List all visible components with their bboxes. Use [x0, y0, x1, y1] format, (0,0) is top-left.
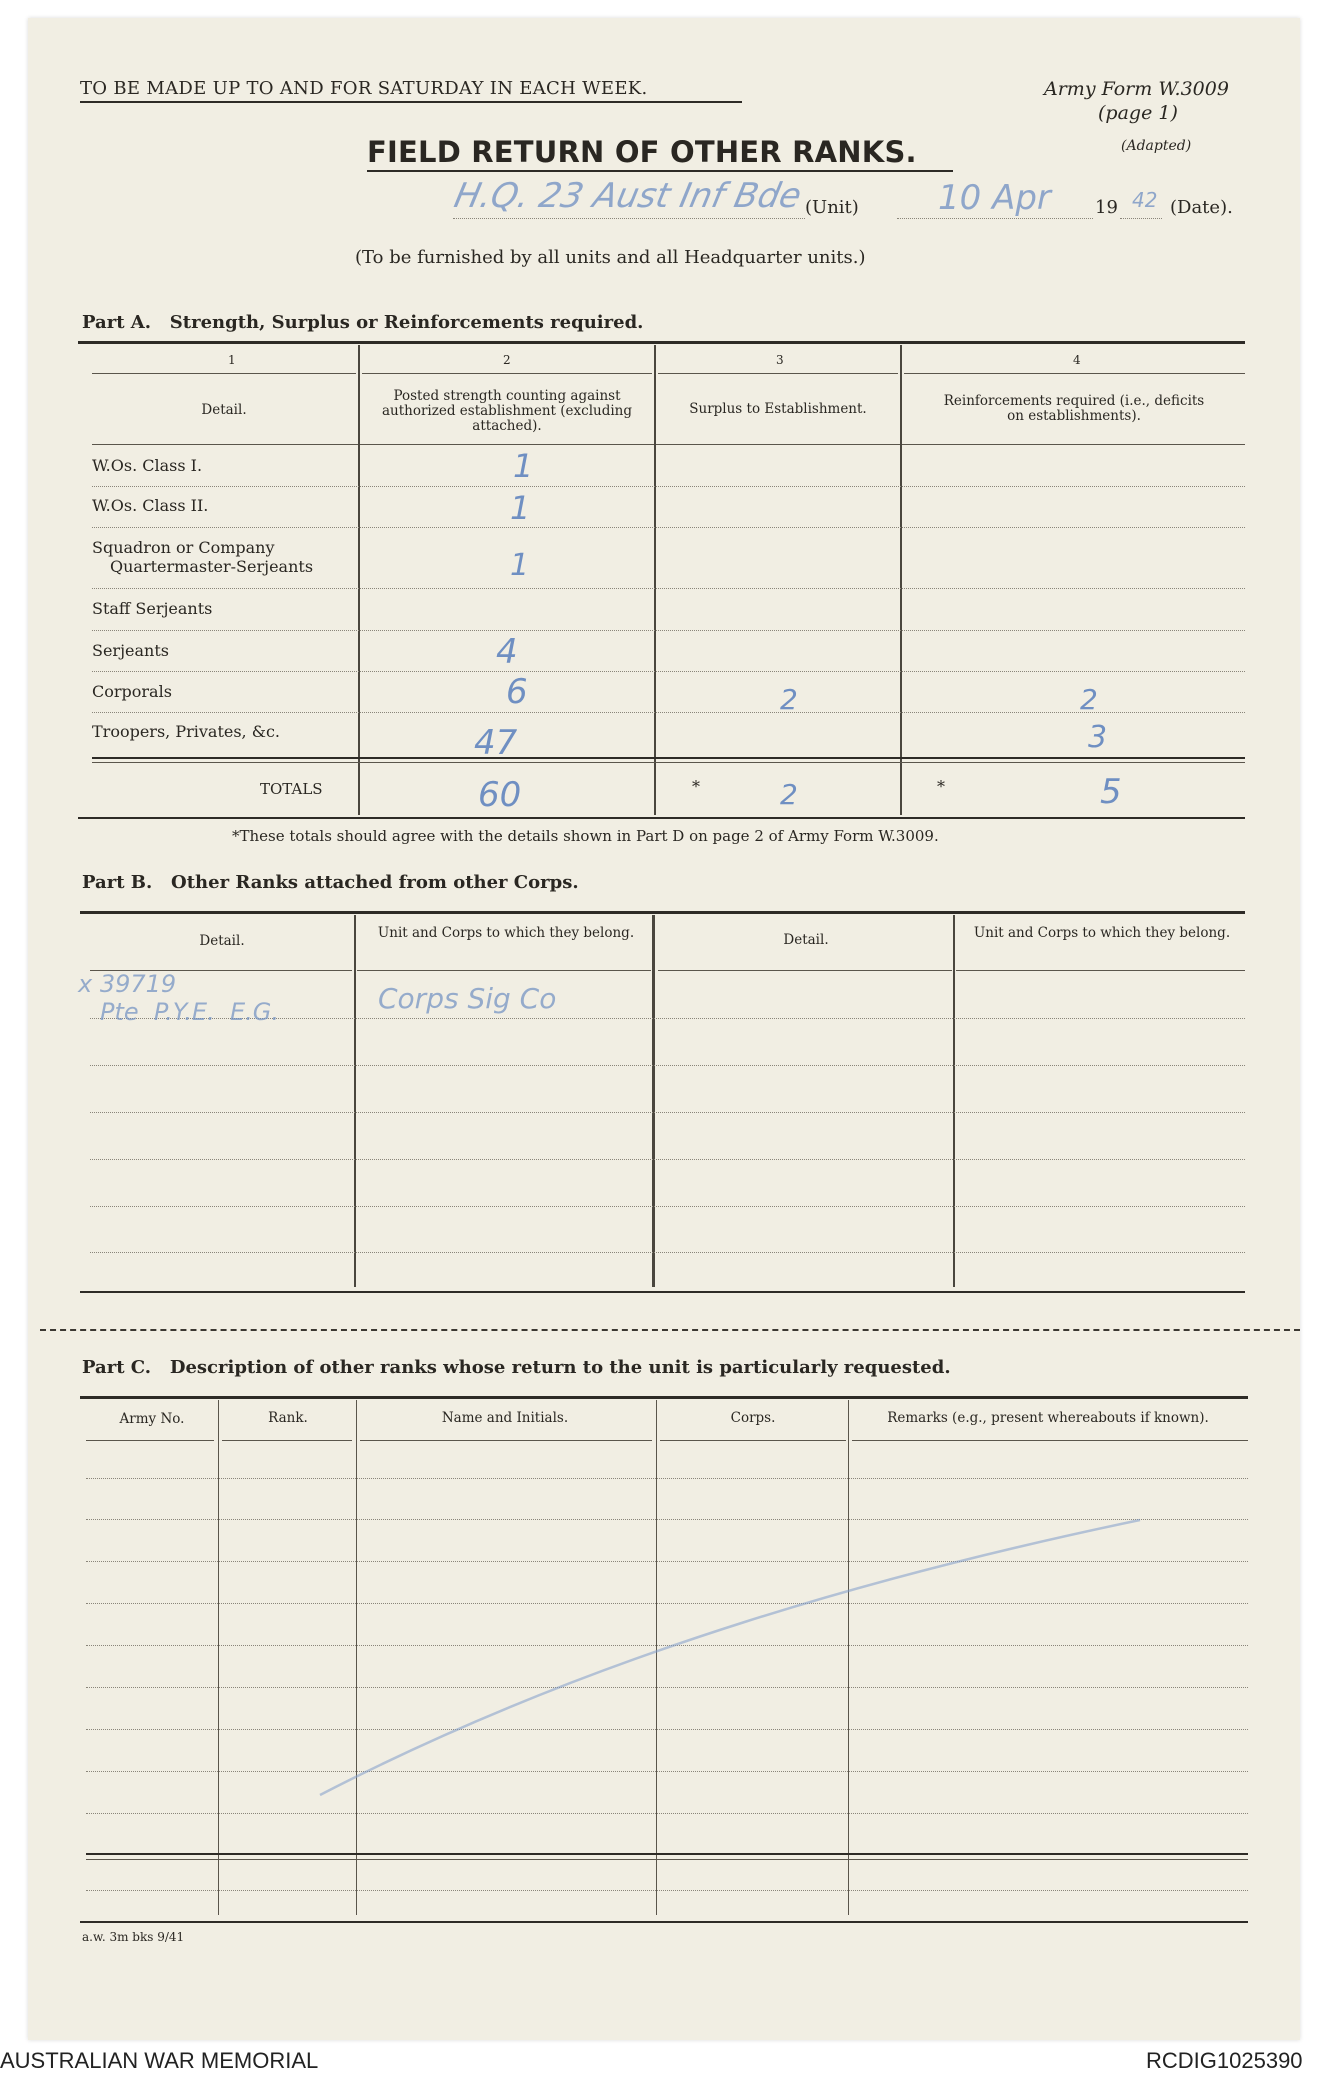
reinf-corporals: 2 [1080, 683, 1098, 716]
part-b-heading: Part B. Other Ranks attached from other Corps. [82, 872, 579, 893]
adapted-note: (Adapted) [1121, 138, 1192, 154]
part-b-entry-corps: Corps Sig Co [378, 982, 557, 1015]
part-b-entry-detail: Pte P.Y.E. E.G. [100, 998, 279, 1026]
strength-privates: 47 [474, 723, 518, 763]
surplus-corporals: 2 [780, 683, 798, 716]
form-name: Army Form W.3009 [1044, 78, 1229, 100]
handwritten-year: 42 [1132, 188, 1158, 212]
header-detail: Detail. [201, 402, 247, 418]
reinf-privates: 3 [1088, 720, 1108, 755]
strength-serjeants: 4 [496, 632, 518, 672]
strength-corporals: 6 [506, 672, 528, 712]
col-number-3: 3 [776, 353, 784, 367]
part-b-header-detail-1: Detail. [199, 933, 245, 949]
date-label: (Date). [1170, 197, 1233, 218]
asterisk-surplus: * [692, 777, 700, 796]
part-a-heading: Part A. Strength, Surplus or Reinforcements required. [82, 312, 644, 333]
part-b-entry-number: x 39719 [78, 970, 177, 998]
strength-cqms: 1 [510, 548, 530, 583]
total-reinf: 5 [1100, 772, 1122, 812]
header-posted-strength: Posted strength counting against authorized establishment (excluding attached). [381, 388, 633, 434]
totals-label: TOTALS [260, 780, 323, 798]
subtitle: (To be furnished by all units and all Headquarter units.) [355, 247, 866, 268]
row-detail-wo2: W.Os. Class II. [92, 496, 209, 515]
header-surplus: Surplus to Establishment. [689, 401, 867, 417]
part-c-header-remarks: Remarks (e.g., present whereabouts if known). [887, 1410, 1209, 1426]
part-c-header-rank: Rank. [268, 1410, 308, 1426]
header-reinforcements: Reinforcements required (i.e., deficits on establishments). [943, 393, 1205, 424]
asterisk-reinf: * [937, 777, 945, 796]
print-reference: a.w. 3m bks 9/41 [82, 1930, 185, 1944]
total-surplus: 2 [780, 778, 798, 811]
strength-wo1: 1 [513, 447, 534, 485]
row-detail-corporals: Corporals [92, 682, 172, 701]
handwritten-date: 10 Apr [938, 178, 1051, 218]
col-number-4: 4 [1073, 353, 1081, 367]
part-c-header-army-no: Army No. [119, 1411, 185, 1427]
row-detail-staff-sjt: Staff Serjeants [92, 599, 213, 618]
weekly-instruction: TO BE MADE UP TO AND FOR SATURDAY IN EACH WEEK. [80, 78, 648, 99]
total-strength: 60 [478, 775, 522, 815]
archive-name: AUSTRALIAN WAR MEMORIAL [0, 2048, 319, 2073]
strength-wo2: 1 [510, 489, 531, 527]
row-detail-serjeants: Serjeants [92, 641, 169, 660]
part-b-header-detail-2: Detail. [783, 932, 829, 948]
col-number-2: 2 [503, 353, 511, 367]
row-detail-cqms-2: Quartermaster-Serjeants [110, 557, 314, 576]
part-b-header-unit-1: Unit and Corps to which they belong. [377, 925, 635, 941]
row-detail-cqms: Squadron or Company [92, 538, 275, 557]
part-a-footnote: *These totals should agree with the details shown in Part D on page 2 of Army Form W.3009. [232, 827, 939, 845]
unit-label: (Unit) [805, 197, 859, 218]
part-c-header-corps: Corps. [730, 1410, 776, 1426]
handwritten-unit: H.Q. 23 Aust Inf Bde [450, 176, 805, 216]
row-detail-privates: Troopers, Privates, &c. [92, 722, 281, 741]
part-c-heading: Part C. Description of other ranks whose return to the unit is particularly requested. [82, 1357, 951, 1378]
part-c-header-name: Name and Initials. [441, 1410, 569, 1426]
page-title: FIELD RETURN OF OTHER RANKS. [367, 135, 917, 169]
archive-reference: RCDIG1025390 [1146, 2048, 1303, 2073]
part-b-header-unit-2: Unit and Corps to which they belong. [973, 925, 1231, 941]
col-number-1: 1 [228, 353, 236, 367]
part-c-bottom-rule [80, 1921, 1248, 1923]
form-page: (page 1) [1098, 102, 1178, 124]
row-detail-wo1: W.Os. Class I. [92, 456, 203, 475]
year-prefix: 19 [1095, 197, 1118, 218]
